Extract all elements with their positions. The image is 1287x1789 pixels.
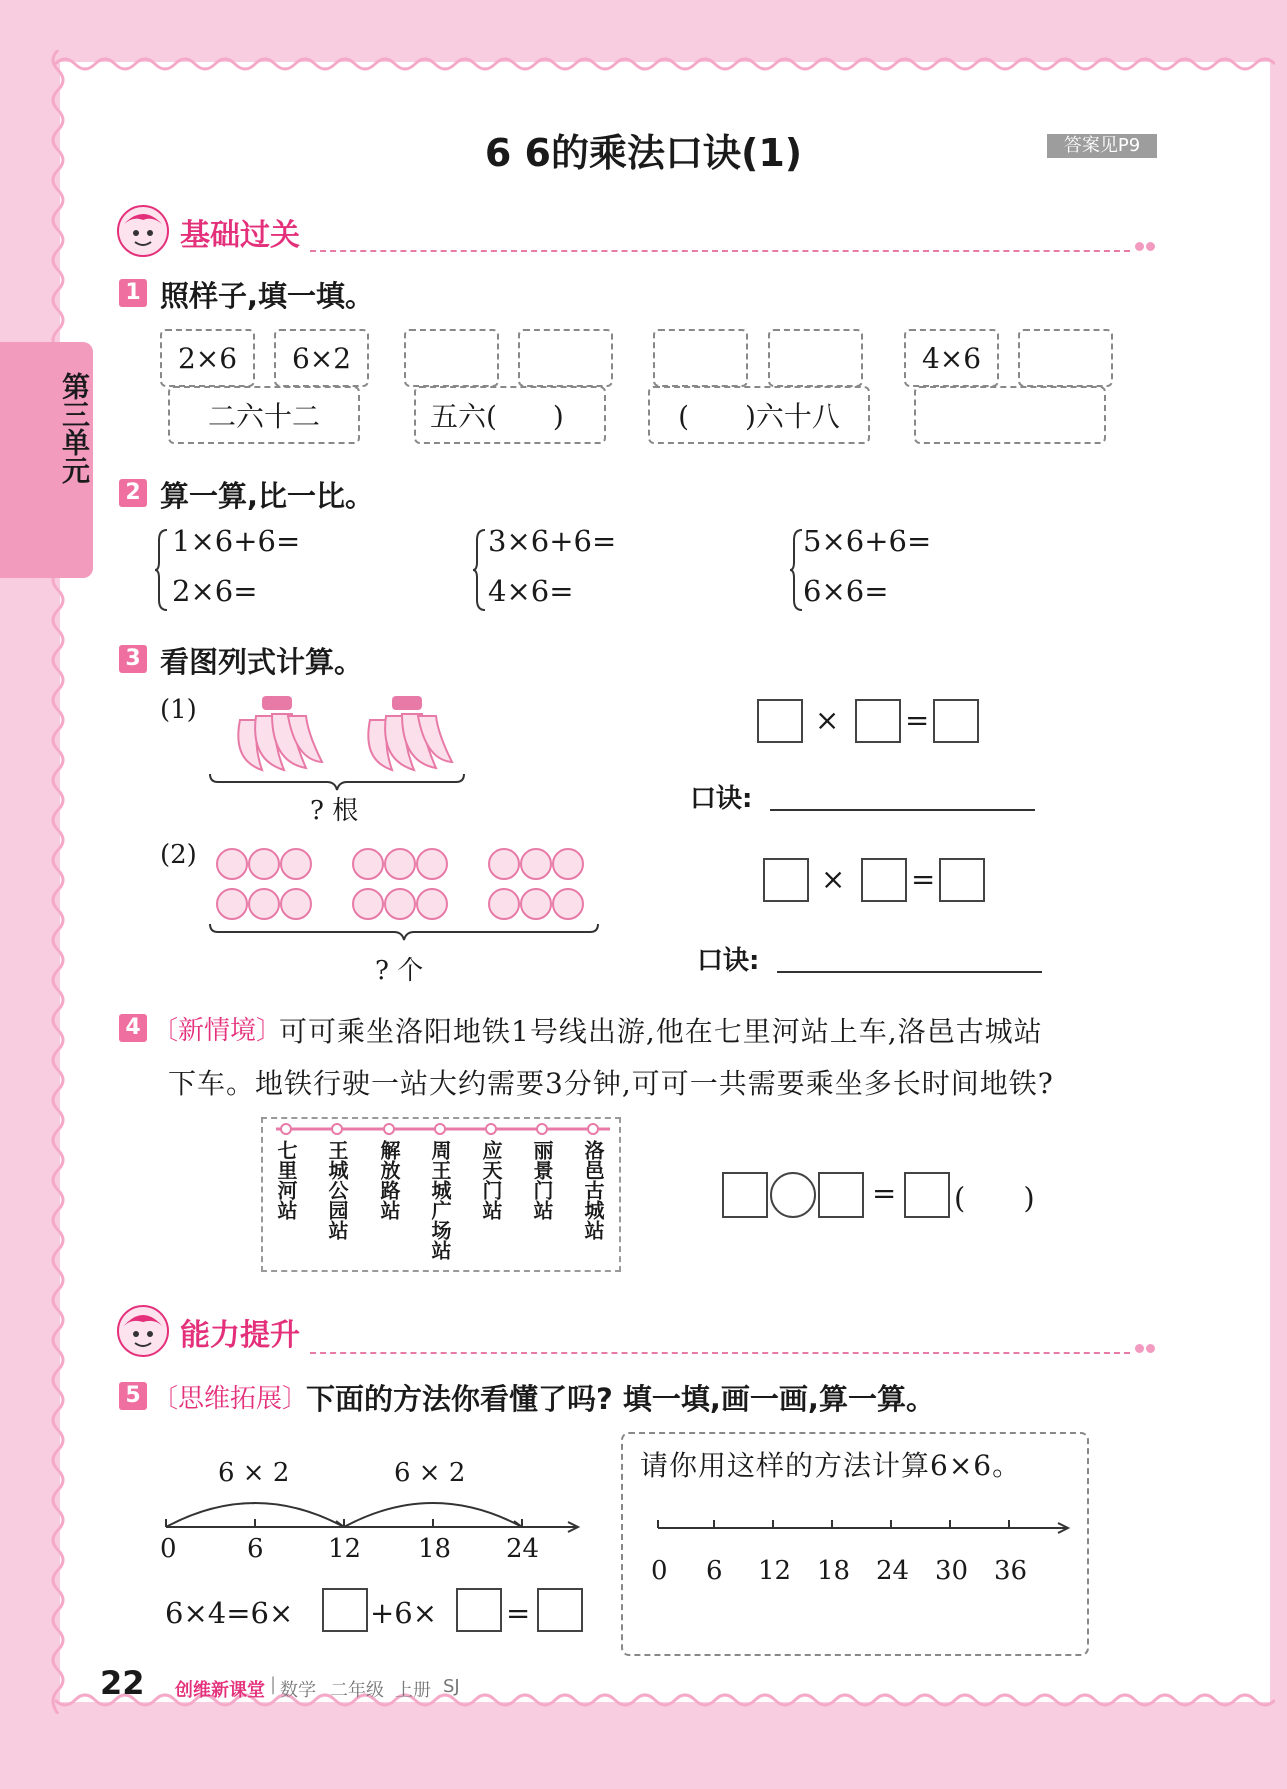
q3-part1-times: × [815, 703, 840, 737]
q3-part2-factor1-box[interactable] [763, 858, 809, 902]
station-5: 应天门站 [479, 1140, 503, 1220]
q4-operand1-box[interactable] [722, 1172, 768, 1218]
q5-blank-1[interactable] [322, 1588, 368, 1632]
tick-6: 6 [247, 1534, 264, 1564]
station-6: 丽景门站 [530, 1140, 554, 1220]
q2-expr-3a: 5×6+6= [803, 524, 932, 558]
q3-number-badge: 3 [119, 645, 147, 673]
q3-part2-equals: = [911, 862, 936, 896]
q1-box-top-6[interactable] [768, 329, 863, 387]
q5-number-badge: 5 [119, 1382, 147, 1410]
arc-label-1: 6 × 2 [218, 1458, 290, 1488]
q1-box-top-2: 6×2 [274, 329, 369, 387]
q3-part2-rhyme-label: 口诀: [697, 946, 760, 976]
q3-part2-label: (2) [160, 840, 197, 870]
page-number: 22 [100, 1664, 145, 1702]
q2-brace-1 [155, 528, 169, 612]
q5-equation-plus: +6× [370, 1596, 438, 1630]
q4-text-line2: 下车。地铁行驶一站大约需要3分钟,可可一共需要乘坐多长时间地铁? [168, 1067, 1054, 1100]
station-2: 王城公园站 [325, 1140, 349, 1240]
peaches-illustration [212, 838, 602, 928]
q2-brace-2 [473, 528, 487, 612]
q2-brace-3 [790, 528, 804, 612]
q2-expr-1b: 2×6= [172, 574, 258, 608]
q4-number-badge: 4 [119, 1014, 147, 1042]
q1-box-top-4[interactable] [518, 329, 613, 387]
q1-box-bottom-3[interactable]: ( )六十八 [648, 386, 870, 444]
q3-part2-times: × [821, 862, 846, 896]
q5-practice-prompt: 请你用这样的方法计算6×6。 [640, 1449, 1022, 1482]
q2-expr-2b: 4×6= [488, 574, 574, 608]
q1-box-top-7: 4×6 [904, 329, 999, 387]
q2-number-badge: 2 [119, 479, 147, 507]
practice-tick-24: 24 [876, 1556, 910, 1586]
number-line-practice[interactable] [650, 1510, 1074, 1540]
q3-part1-label: (1) [160, 695, 197, 725]
q4-result-box[interactable] [904, 1172, 950, 1218]
q2-title: 算一算,比一比。 [160, 479, 375, 513]
page-title: 6 6的乘法口诀(1) [484, 131, 803, 175]
practice-tick-6: 6 [706, 1556, 723, 1586]
section-advanced-heading: 能力提升 [180, 1318, 300, 1353]
q3-part2-rhyme-line[interactable] [777, 971, 1042, 973]
station-4: 周王城广场站 [428, 1140, 452, 1260]
section-advanced-divider [310, 1352, 1130, 1354]
arc-label-2: 6 × 2 [394, 1458, 466, 1488]
footer-term: 上册 [395, 1680, 431, 1701]
footer-edition: SJ [443, 1676, 460, 1697]
practice-tick-12: 12 [758, 1556, 792, 1586]
q5-title: 下面的方法你看懂了吗? 填一填,画一画,算一算。 [306, 1382, 935, 1416]
q2-expr-2a: 3×6+6= [488, 524, 617, 558]
station-1: 七里河站 [274, 1140, 298, 1220]
unit-tab-label: 第三单元 [58, 372, 91, 484]
q5-blank-2[interactable] [456, 1588, 502, 1632]
q3-part1-product-box[interactable] [933, 699, 979, 743]
q5-blank-3[interactable] [537, 1588, 583, 1632]
wavy-border-left [44, 50, 68, 1714]
q3-part1-equals: = [905, 703, 930, 737]
q3-part2-factor2-box[interactable] [861, 858, 907, 902]
footer-brand: 创维新课堂 [175, 1680, 265, 1701]
practice-tick-0: 0 [651, 1556, 668, 1586]
q5-equation-eq: = [506, 1596, 531, 1630]
q3-part1-question: ? 根 [310, 796, 359, 826]
q3-part2-question: ? 个 [375, 956, 424, 986]
q4-operator-circle[interactable] [770, 1172, 816, 1218]
q1-number-badge: 1 [119, 279, 147, 307]
q3-part2-product-box[interactable] [939, 858, 985, 902]
q5-tag: 〔思维拓展〕 [152, 1384, 309, 1414]
q3-title: 看图列式计算。 [160, 645, 364, 679]
q3-part1-factor2-box[interactable] [855, 699, 901, 743]
q1-box-bottom-1: 二六十二 [168, 386, 360, 444]
section-basic-dots [1135, 236, 1157, 255]
q5-equation-start: 6×4=6× [165, 1596, 294, 1630]
tick-0: 0 [160, 1534, 177, 1564]
metro-line [272, 1120, 614, 1138]
q3-part1-rhyme-label: 口诀: [690, 784, 753, 814]
q4-text-line1: 可可乘坐洛阳地铁1号线出游,他在七里河站上车,洛邑古城站 [279, 1015, 1043, 1048]
tick-18: 18 [418, 1534, 452, 1564]
q1-box-top-3[interactable] [404, 329, 499, 387]
footer-divider: | [270, 1674, 277, 1695]
q1-box-bottom-2[interactable]: 五六( ) [414, 386, 606, 444]
q1-box-top-1: 2×6 [160, 329, 255, 387]
footer-subject: 数学 [280, 1680, 316, 1701]
q1-box-top-8[interactable] [1018, 329, 1113, 387]
section-advanced-dots [1135, 1338, 1157, 1357]
footer-grade: 二年级 [330, 1680, 384, 1701]
tick-24: 24 [506, 1534, 540, 1564]
station-7: 洛邑古城站 [581, 1140, 605, 1240]
q2-expr-3b: 6×6= [803, 574, 889, 608]
practice-tick-18: 18 [817, 1556, 851, 1586]
practice-tick-36: 36 [994, 1556, 1028, 1586]
q1-title: 照样子,填一填。 [160, 279, 375, 313]
section-basic-heading: 基础过关 [180, 218, 300, 253]
answer-reference-badge: 答案见P9 [1047, 134, 1157, 158]
q2-expr-1a: 1×6+6= [172, 524, 301, 558]
q4-equals: = [872, 1176, 897, 1210]
wavy-border-top [55, 50, 1275, 74]
q3-part2-bracket [208, 922, 600, 942]
station-3: 解放路站 [377, 1140, 401, 1220]
practice-tick-30: 30 [935, 1556, 969, 1586]
q1-box-top-5[interactable] [653, 329, 748, 387]
mascot-boy-icon [116, 204, 170, 258]
q3-part1-bracket [208, 772, 466, 792]
q1-box-bottom-4[interactable] [914, 386, 1106, 444]
q4-tag: 〔新情境〕 [152, 1016, 283, 1046]
mascot-girl-icon [116, 1304, 170, 1358]
banana-bunches-illustration [222, 690, 462, 776]
number-line-example [156, 1485, 588, 1535]
q4-operand2-box[interactable] [818, 1172, 864, 1218]
q3-part1-rhyme-line[interactable] [770, 809, 1035, 811]
section-basic-divider [310, 250, 1130, 252]
q3-part1-factor1-box[interactable] [757, 699, 803, 743]
tick-12: 12 [328, 1534, 362, 1564]
q4-unit-paren[interactable]: ( ) [954, 1181, 1035, 1215]
